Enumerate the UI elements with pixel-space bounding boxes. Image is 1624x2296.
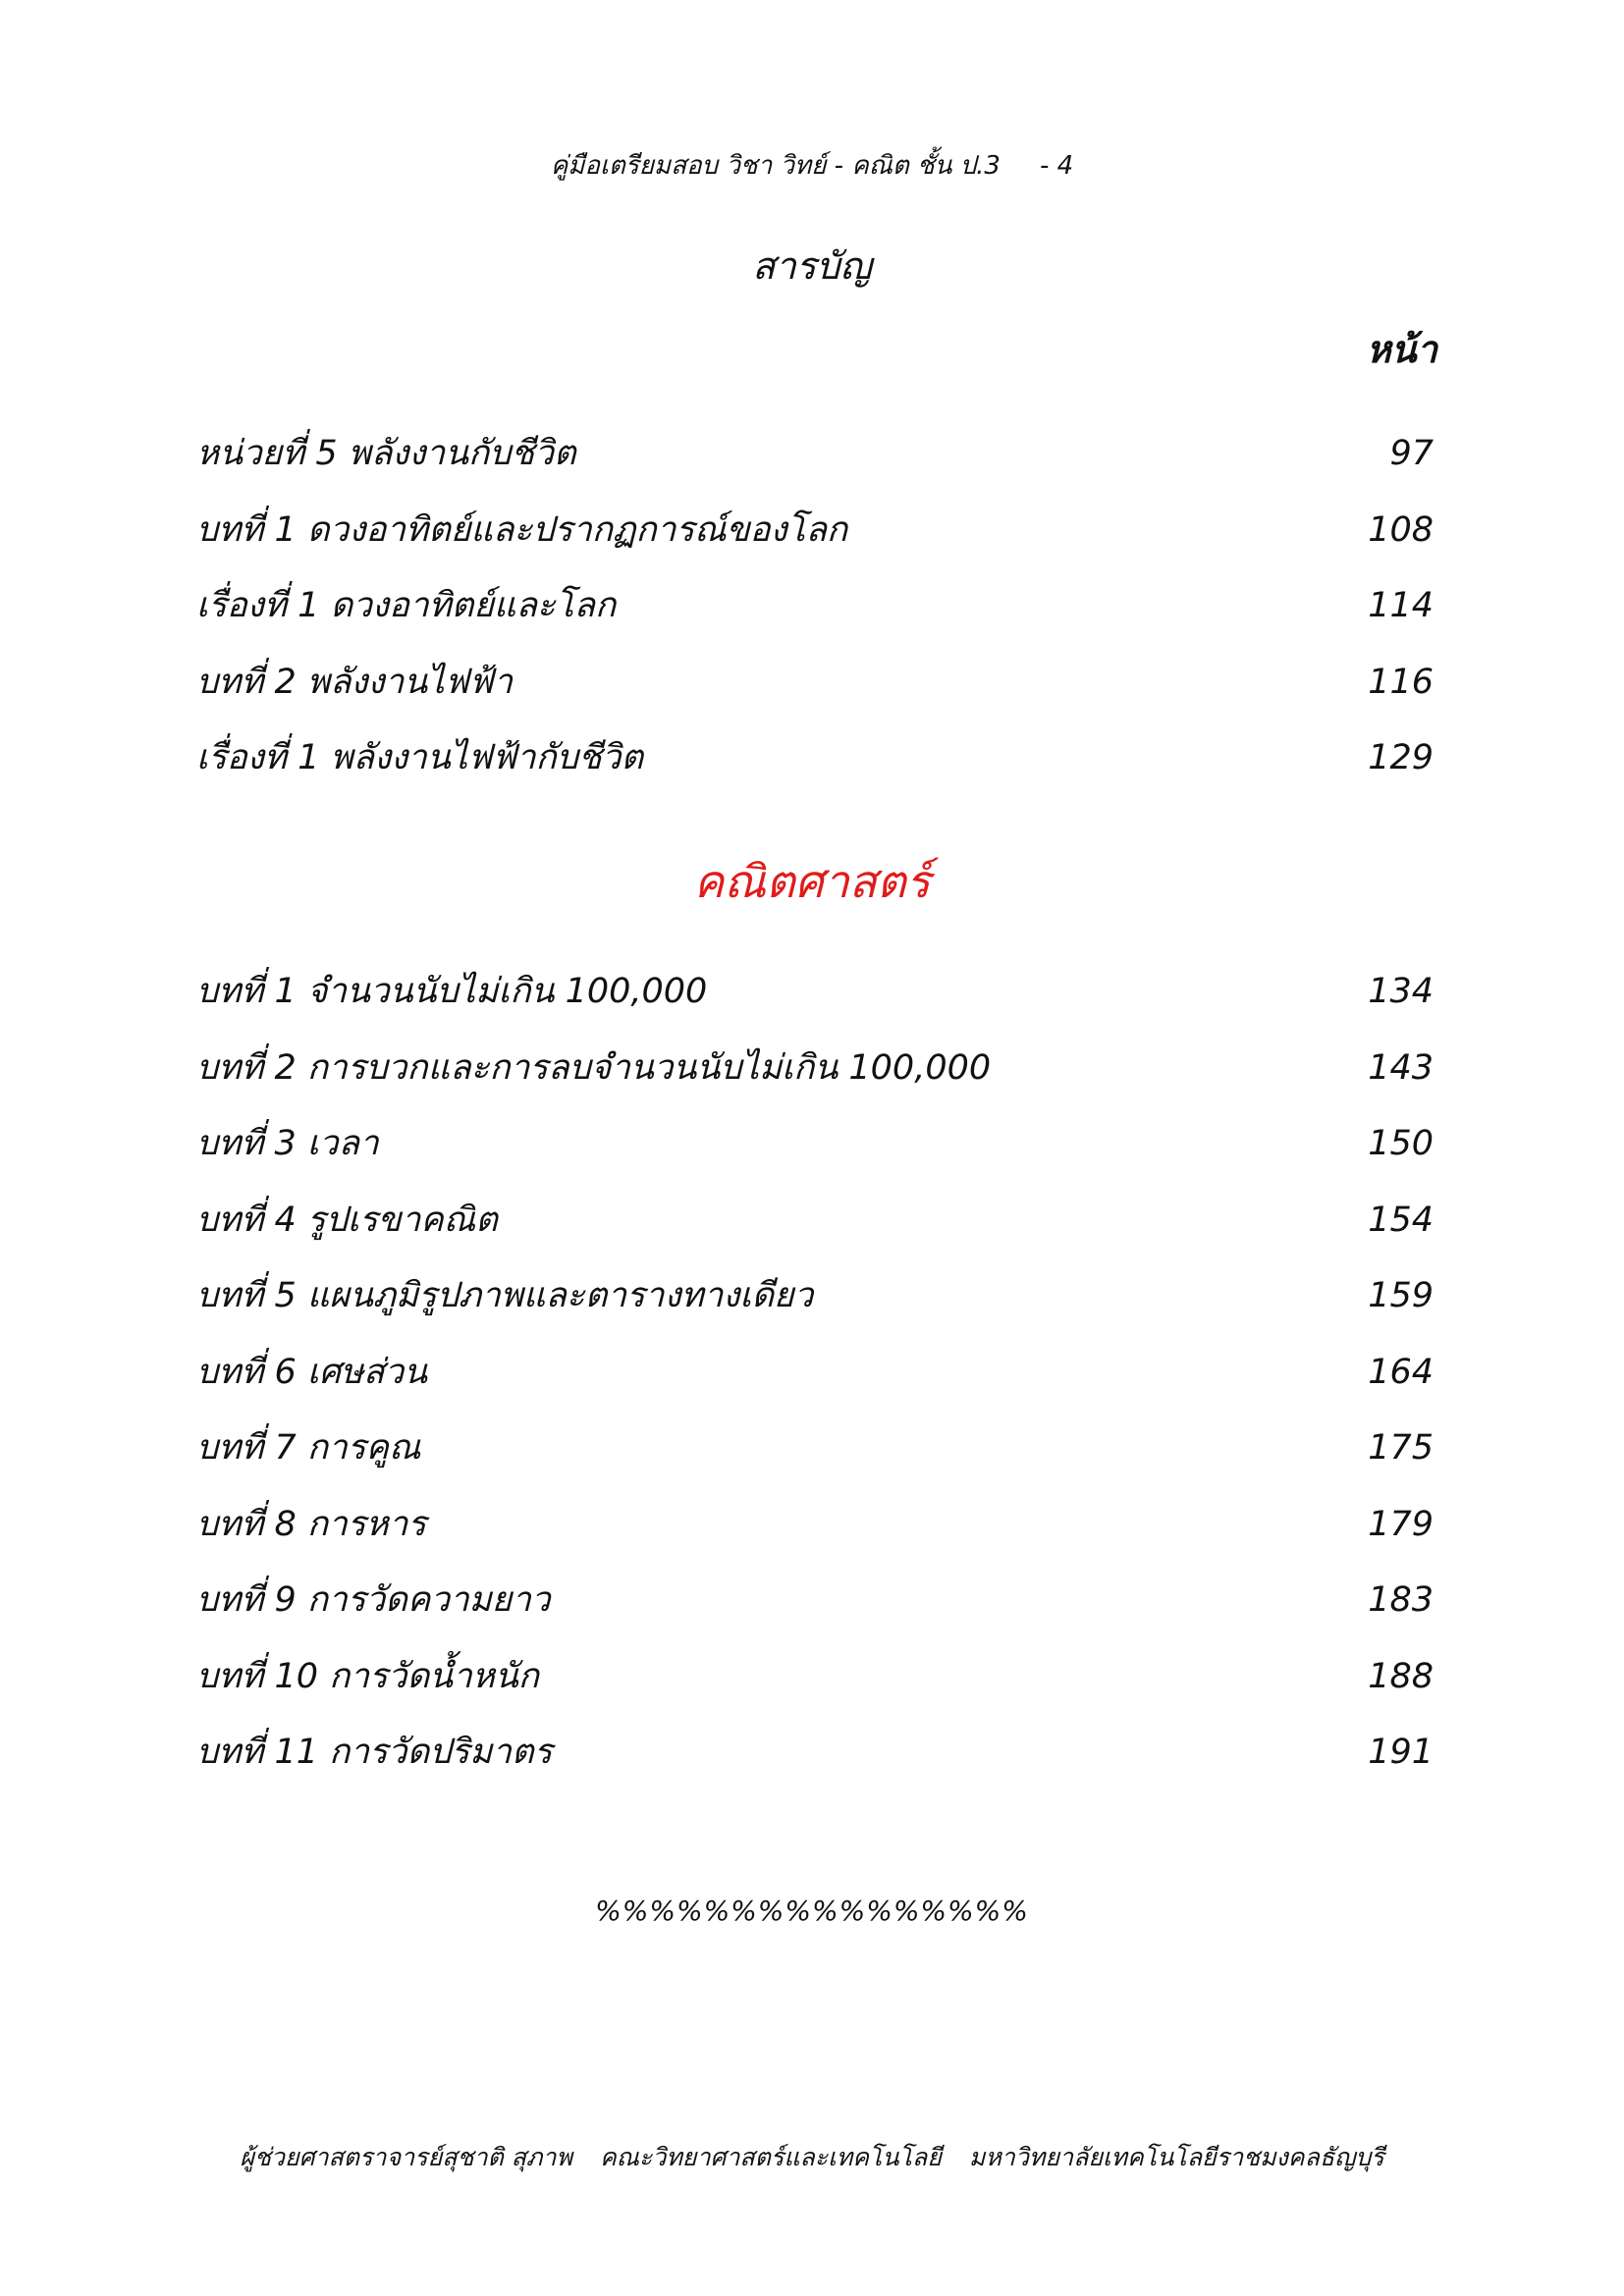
toc-entry-title: บทที่ 5 แผนภูมิรูปภาพและตารางทางเดียว [196,1276,814,1315]
toc-entry-title: บทที่ 9 การวัดความยาว [196,1580,551,1620]
toc-entry-title: บทที่ 2 การบวกและการลบจำนวนนับไม่เกิน 100,000 [196,1047,992,1088]
toc-entry [196,1647,1434,1724]
toc-entry-title: เรื่องที่ 1 ดวงอาทิตย์และโลก [196,586,617,625]
toc-entry-title: บทที่ 8 การหาร [196,1504,427,1544]
page-header [0,145,1624,186]
toc-entry-page: 183 [1368,1580,1434,1620]
toc-entry-page: 150 [1368,1124,1434,1163]
toc-entry-page: 154 [1368,1200,1434,1240]
toc-entry [196,1495,1434,1572]
toc-entry [196,653,1434,729]
toc-title: สารบัญ [752,244,872,288]
toc-entry-title: บทที่ 1 ดวงอาทิตย์และปรากฏการณ์ของโลก [196,509,848,550]
toc-entry [196,1266,1434,1343]
toc-entry [196,1114,1434,1191]
toc-entry [196,1039,1434,1115]
toc-entry [196,728,1434,805]
science-toc-list [196,424,1434,805]
toc-entry-title: บทที่ 11 การวัดปริมาตร [196,1733,553,1772]
toc-entry-title: บทที่ 7 การคูณ [196,1428,421,1468]
toc-entry-page: 134 [1368,972,1434,1011]
math-section-heading: คณิตศาสตร์ [693,855,931,908]
header-page-number: - 4 [1039,151,1074,181]
toc-entry-page: 191 [1368,1733,1434,1772]
toc-entry [196,962,1434,1039]
toc-entry-title: บทที่ 4 รูปเรขาคณิต [196,1200,498,1240]
toc-entry-page: 164 [1368,1352,1434,1392]
toc-entry-title: บทที่ 1 จำนวนนับไม่เกิน 100,000 [196,972,708,1011]
toc-entry-title: บทที่ 6 เศษส่วน [196,1352,428,1392]
toc-entry [196,1191,1434,1267]
header-title: คู่มือเตรียมสอบ วิชา วิทย์ - คณิต ชั้น ป.3 [550,151,1001,181]
toc-entry [196,424,1434,501]
toc-entry-title: บทที่ 3 เวลา [196,1124,379,1163]
toc-entry-page: 129 [1368,738,1434,777]
toc-entry-page: 159 [1368,1276,1434,1315]
toc-entry-page: 116 [1368,662,1434,702]
toc-entry-title: เรื่องที่ 1 พลังงานไฟฟ้ากับชีวิต [196,738,644,777]
toc-entry-page: 114 [1368,586,1434,625]
toc-entry [196,576,1434,653]
toc-entry-title: บทที่ 10 การวัดน้ำหนัก [196,1656,539,1696]
toc-entry-page: 175 [1368,1428,1434,1468]
toc-entry-title: หน่วยที่ 5 พลังงานกับชีวิต [196,434,576,473]
toc-entry-page: 179 [1368,1504,1434,1544]
toc-entry [196,1418,1434,1495]
toc-entry [196,501,1434,577]
toc-entry-page: 97 [1389,434,1434,473]
footer-faculty: คณะวิทยาศาสตร์และเทคโนโลยี [599,2143,942,2171]
page-column-label: หน้า [1366,328,1437,371]
page-footer [0,2138,1624,2177]
toc-entry-page: 108 [1368,509,1434,550]
toc-entry [196,1571,1434,1647]
toc-entry [196,1723,1434,1799]
toc-entry-page: 188 [1368,1656,1434,1696]
footer-university: มหาวิทยาลัยเทคโนโลยีราชมงคลธัญบุรี [968,2143,1384,2171]
toc-entry-title: บทที่ 2 พลังงานไฟฟ้า [196,662,513,702]
footer-author: ผู้ช่วยศาสตราจารย์สุชาติ สุภาพ [240,2143,572,2171]
math-toc-list [196,962,1434,1799]
toc-entry-page: 143 [1368,1047,1434,1088]
toc-entry [196,1343,1434,1419]
end-marker: %%%%%%%%%%%%%%%% [595,1895,1029,1927]
